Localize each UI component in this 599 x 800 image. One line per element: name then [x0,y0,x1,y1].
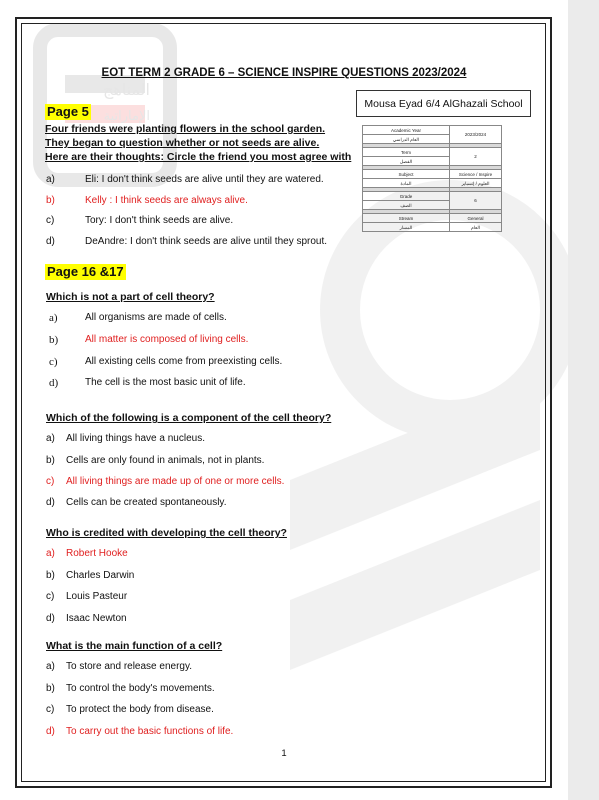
option-text: Tory: I don't think seeds are alive. [85,215,234,226]
subject-value-ar: العلوم / إنسباير [450,179,502,188]
option-letter: c) [46,215,55,226]
intro-line-3: Here are their thoughts: Circle the friend you most agree with [45,151,352,163]
option-text: Robert Hooke [66,548,128,559]
option-letter: a) [49,312,58,324]
option-text: Kelly : I think seeds are always alive. [85,195,248,206]
option-letter: a) [46,548,55,559]
option-letter: b) [46,195,55,206]
option-text: Cells can be created spontaneously. [66,497,227,508]
term-value: 2 [450,148,502,166]
watermark-text-2: الإماراتية [103,109,150,124]
academic-year-label-ar: العام الدراسي [363,135,450,144]
option-letter: d) [46,726,55,737]
option-text: Cells are only found in animals, not in plants. [66,455,265,466]
term-label: Term [363,148,450,157]
info-table [362,125,502,232]
option-text: All matter is composed of living cells. [85,334,249,345]
option-text: To store and release energy. [66,661,193,672]
stream-label: Stream [363,214,450,223]
academic-year-value: 2023/2024 [450,126,502,144]
intro-line-2: They began to question whether or not seeds are alive. [45,137,320,149]
option-text: To control the body's movements. [66,683,215,694]
question-title: Which of the following is a component of the cell theory? [46,412,332,424]
question-title: Who is credited with developing the cell theory? [46,527,287,539]
option-letter: c) [46,704,55,715]
option-letter: c) [46,591,55,602]
viewer-background [568,0,599,800]
grade-label-ar: الصف [363,201,450,210]
option-text: All living things are made up of one or more cells. [66,476,285,487]
option-letter: b) [46,683,55,694]
option-text: All living things have a nucleus. [66,433,205,444]
subject-value: Science / Inspire [450,170,502,179]
page-number: 1 [281,748,287,759]
author-box: Mousa Eyad 6/4 AlGhazali School [356,90,531,117]
option-text: To protect the body from disease. [66,704,214,715]
option-letter: b) [46,455,55,466]
option-letter: d) [46,613,55,624]
option-text: Eli: I don't think seeds are alive until they are watered. [85,174,324,185]
stream-value-ar: العام [450,223,502,232]
question-title: What is the main function of a cell? [46,640,223,652]
option-text: Charles Darwin [66,570,135,581]
subject-label: Subject [363,170,450,179]
option-letter: d) [46,236,55,247]
intro-line-1: Four friends were planting flowers in the school garden. [45,123,326,135]
option-letter: c) [49,356,58,368]
option-text: Isaac Newton [66,613,127,624]
option-letter: b) [49,334,59,346]
option-letter: a) [46,661,55,672]
academic-year-label: Academic Year [363,126,450,135]
option-letter: d) [49,377,59,389]
option-letter: d) [46,497,55,508]
option-text: All organisms are made of cells. [85,312,227,323]
option-letter: c) [46,476,55,487]
subject-label-ar: المادة [363,179,450,188]
grade-label: Grade [363,192,450,201]
option-text: Louis Pasteur [66,591,128,602]
option-letter: a) [46,174,55,185]
option-letter: b) [46,570,55,581]
watermark-text-1: المناهج [102,80,150,99]
option-text: The cell is the most basic unit of life. [85,377,246,388]
section-heading-page-16-17: Page 16 &17 [47,264,124,279]
option-letter: a) [46,433,55,444]
stream-label-ar: المسار [363,223,450,232]
stream-value: General [450,214,502,223]
grade-value: 6 [450,192,502,210]
section-heading-page-5: Page 5 [47,104,89,119]
option-text: To carry out the basic functions of life. [66,726,234,737]
option-text: All existing cells come from preexisting cells. [85,356,283,367]
option-text: DeAndre: I don't think seeds are alive until they sprout. [85,236,328,247]
question-title: Which is not a part of cell theory? [46,291,215,303]
document-title: EOT TERM 2 GRADE 6 – SCIENCE INSPIRE QUESTIONS 2023/2024 [101,67,467,79]
term-label-ar: الفصل [363,157,450,166]
